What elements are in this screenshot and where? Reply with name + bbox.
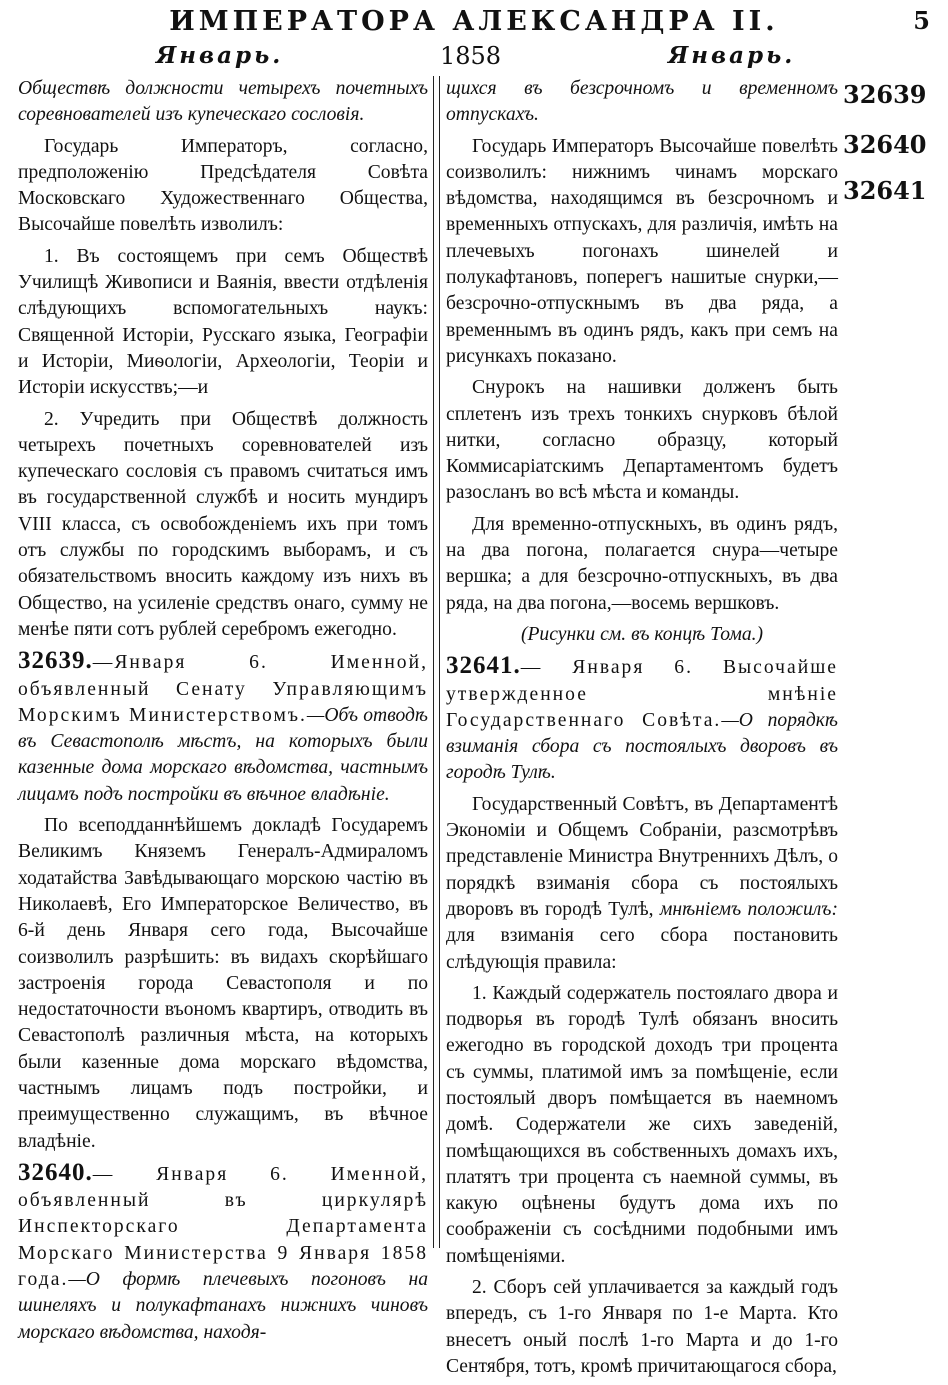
decree-32641 bbox=[446, 653, 838, 786]
page-number: 5 bbox=[913, 6, 930, 35]
right-p6: 1. Каждый содержатель постоялаго двора и подворья въ городѣ Тулѣ обязанъ вносить ежегодно въ городской доходъ три процента съ суммы, платимой имъ за помѣщеніе, если постоялый дворъ помѣщается въ наемномъ домѣ. Содержатели же сихъ заведеній, помѣщающихся въ собственныхъ домахъ ихъ, платятъ три процента съ наемной суммы, въ какую оцѣнены будутъ дома ихъ по соображеніи съ сосѣдними подобными имъ помѣщеніями. bbox=[446, 982, 838, 1267]
running-subheader bbox=[30, 42, 910, 72]
right-p5-a: Государственный Совѣтъ, въ Департаментѣ Экономіи и Общемъ Собраніи, разсмотрѣвъ представленіе Министра Внутреннихъ Дѣлъ, о порядкѣ взиманія сбора съ постоялыхъ дворовъ въ городѣ Тулѣ, bbox=[446, 793, 838, 920]
margin-number-32639: 32639 bbox=[843, 80, 927, 109]
decree-number: 32639. bbox=[18, 647, 93, 675]
left-p3: 1. Въ состоящемъ при семъ Обществѣ Училищѣ Живописи и Ваянія, ввести отдѣленія слѣдующихъ вспомогательныхъ наукъ: Священной Исторіи, Русскаго языка, Географіи и Исторіи, Миѳологіи, Археологіи, Теоріи и Исторіи искусствъ;—и bbox=[18, 245, 428, 399]
month-right: Январь. bbox=[668, 42, 796, 69]
left-p2: Государь Императоръ, согласно, предположенію Предсѣдателя Совѣта Московскаго Художественнаго Общества, Высочайше повелѣть изволилъ: bbox=[18, 135, 428, 236]
decree-date: —Января 6. Именной, объявленный Сенату Управляющимъ Морскимъ Министерствомъ. bbox=[18, 652, 428, 726]
running-header-title: ИМПЕРАТОРА АЛЕКСАНДРА II. bbox=[169, 6, 779, 37]
right-p1: щихся въ безсрочномъ и временномъ отпускахъ. bbox=[446, 78, 838, 126]
decree-title: —Объ отводѣ въ Севастополѣ мѣстъ, на которыхъ были казенные дома морскаго вѣдомства, частнымъ лицамъ подъ постройки въ вѣчное владѣніе. bbox=[18, 704, 428, 805]
decree-32640 bbox=[18, 1160, 428, 1346]
right-p5-b: мнѣніемъ положилъ: bbox=[659, 898, 838, 920]
decree-32639 bbox=[18, 648, 428, 808]
month-left: Январь. bbox=[156, 42, 284, 69]
left-p1: Обществѣ должности четырехъ почетныхъ соревнователей изъ купеческаго сословія. bbox=[18, 78, 428, 126]
decree-title: —О порядкѣ взиманія сбора съ постоялыхъ дворовъ въ городѣ Тулѣ. bbox=[446, 709, 838, 784]
year: 1858 bbox=[440, 42, 502, 70]
left-column bbox=[18, 76, 428, 1351]
margin-number-32640: 32640 bbox=[843, 130, 927, 159]
figures-reference: (Рисунки см. въ концѣ Тома.) bbox=[520, 623, 764, 645]
right-p7: 2. Сборъ сей уплачивается за каждый годъ впередъ, съ 1-го Января по 1-е Марта. Кто внесетъ оный послѣ 1-го Марта и до 1-го Сентября, тотъ, кромѣ причитающагося сбора, bbox=[446, 1277, 838, 1377]
right-p3: Снурокъ на нашивки долженъ быть сплетенъ изъ трехъ тонкихъ снурковъ бѣлой нитки, согласно образцу, который Коммисаріатскимъ Департаментомъ будетъ разосланъ во всѣ мѣста и команды. bbox=[446, 377, 838, 504]
margin-number-32641: 32641 bbox=[843, 176, 927, 205]
decree-number: 32641. bbox=[446, 652, 521, 680]
left-p5: По всеподданнѣйшемъ докладѣ Государемъ Великимъ Княземъ Генералъ-Адмираломъ ходатайства Завѣдывающаго морскою частію въ Николаевѣ, Его Императорское Величество, въ 6-й день Января сего года, Высочайше соизволилъ разрѣшить: въ видахъ скорѣйшаго застроенія города Севастополя и по недостаточности въономъ квартиръ, отводить въ Севастополѣ различныя мѣста, на которыхъ были казенные дома морскаго вѣдомства, частнымъ лицамъ подъ постройки, и преимущественно служащимъ, въ вѣчное владѣніе. bbox=[18, 815, 428, 1152]
right-p5-c: для взиманія сего сбора постановить слѣдующія правила: bbox=[446, 925, 838, 973]
decree-date: — Января 6. Высочайше утвержденное мнѣніе Государственнаго Совѣта. bbox=[446, 657, 838, 731]
column-divider bbox=[433, 76, 440, 1248]
decree-number: 32640. bbox=[18, 1158, 93, 1186]
right-p2: Государь Императоръ Высочайше повелѣть соизволилъ: нижнимъ чинамъ морскаго вѣдомства, находящимся въ безсрочномъ и временныхъ отпускахъ, для различія, имѣть на плечевыхъ погонахъ шинелей и полукафтановъ, поперегъ нашитые снурки,—безсрочно-отпускнымъ въ два ряда, а временнымъ въ одинъ рядъ, какъ при семъ на рисункахъ показано. bbox=[446, 135, 838, 367]
left-p4: 2. Учредить при Обществѣ должность четырехъ почетныхъ соревнователей изъ купеческаго сословія съ правомъ считаться имъ въ государственной службѣ и носить мундиръ VIII класса, съ освобожденіемъ ихъ при томъ отъ службы по городскимъ выборамъ, и съ обязательствомъ вносить каждому изъ нихъ въ Общество, на усиленіе средствъ онаго, сумму не менѣе пяти сотъ рублей серебромъ ежегодно. bbox=[18, 408, 428, 640]
decree-title: —О формѣ плечевыхъ погоновъ на шинеляхъ и полукафтанахъ нижнихъ чиновъ морскаго вѣдомства, находя- bbox=[18, 1269, 428, 1343]
right-column bbox=[446, 76, 838, 1385]
decree-date: — Января 6. Именной, объявленный въ циркулярѣ Инспекторскаго Департамента Морскаго Министерства 9 Января 1858 года. bbox=[18, 1163, 428, 1291]
right-p5 bbox=[446, 792, 838, 976]
right-p4: Для временно-отпускныхъ, въ одинъ рядъ, на два погона, полагается снура—четыре вершка; а для безсрочно-отпускныхъ, въ два ряда, на два погона,—восемь вершковъ. bbox=[446, 513, 838, 614]
